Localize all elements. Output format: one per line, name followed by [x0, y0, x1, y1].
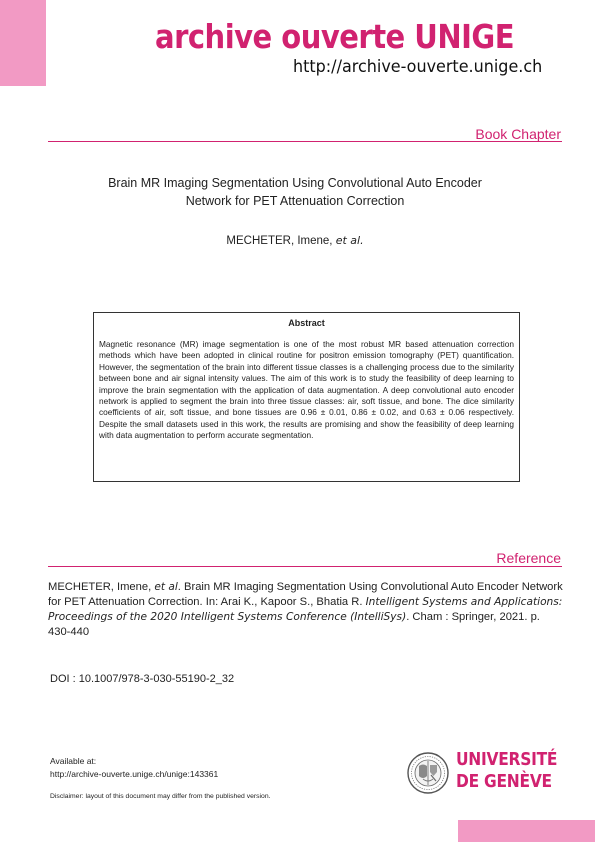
document-type-label: Book Chapter: [475, 126, 561, 142]
brand-url[interactable]: http://archive-ouverte.unige.ch: [293, 57, 543, 77]
reference-et-al: et al: [154, 581, 178, 593]
abstract-heading: Abstract: [288, 318, 325, 328]
reference-author: MECHETER, Imene,: [48, 581, 152, 593]
unige-logo[interactable]: [407, 747, 567, 799]
author-name: MECHETER, Imene,: [226, 235, 333, 247]
abstract-text: Magnetic resonance (MR) image segmentation is one of the most robust MR based attenuation correction methods which have been adopted in clinical routine for positron emission tomography (PET) quantification. However, the segmentation of the brain into different tissue classes is a challenging process due to the similarity between bone and air signal intensity values. The aim of this work is to study the feasibility of deep learning to improve the brain segmentation with the application of data augmentation. A deep convolutional auto encoder network is applied to segment the brain into three tissue classes: air, soft tissue, and bone. The dice similarity coefficients of air, soft tissue, and bone tissues are 0.96 ± 0.01, 0.86 ± 0.02, and 0.63 ± 0.06 respectively. Despite the small datasets used in this work, the results are promising and show the feasibility of deep learning with data augmentation to perform accurate segmentation.: [99, 339, 514, 441]
title-line-2: Network for PET Attenuation Correction: [185, 194, 405, 208]
reference-text-2: . Cham : Springer, 2021. p. 430-440: [48, 611, 540, 638]
disclaimer: Disclaimer: layout of this document may differ from the published version.: [50, 793, 271, 800]
reference-citation: [48, 580, 564, 640]
reference-label: Reference: [496, 550, 561, 566]
availability-label: Available at:: [50, 756, 97, 766]
university-name: [456, 749, 558, 793]
availability-block: [50, 755, 218, 781]
reference-divider: [48, 566, 562, 567]
unige-seal-icon: [407, 751, 449, 795]
doi-line[interactable]: DOI : 10.1007/978-3-030-55190-2_32: [50, 673, 235, 685]
footer-accent-bar: [458, 820, 595, 842]
reference-text-1: . Brain MR Imaging Segmentation Using Convolutional Auto Encoder Network for PET Attenuation Correction. In: Arai K., Kapoor S., Bhatia R.: [48, 581, 563, 608]
university-line-2: DE GENÈVE: [456, 771, 552, 792]
university-line-1: UNIVERSITÉ: [456, 749, 558, 770]
availability-url[interactable]: http://archive-ouverte.unige.ch/unige:143361: [50, 769, 219, 779]
header-accent-bar: [0, 0, 46, 86]
brand-title: archive ouverte UNIGE: [155, 17, 515, 56]
abstract-box: [93, 312, 520, 482]
reference-book-title: Intelligent Systems and Applications: Proceedings of the 2020 Intelligent Systems Conference (IntelliSys): [48, 596, 563, 623]
et-al: et al.: [335, 234, 364, 247]
document-title: [60, 174, 530, 210]
title-line-1: Brain MR Imaging Segmentation Using Convolutional Auto Encoder: [108, 176, 482, 190]
author-line: [60, 234, 530, 248]
